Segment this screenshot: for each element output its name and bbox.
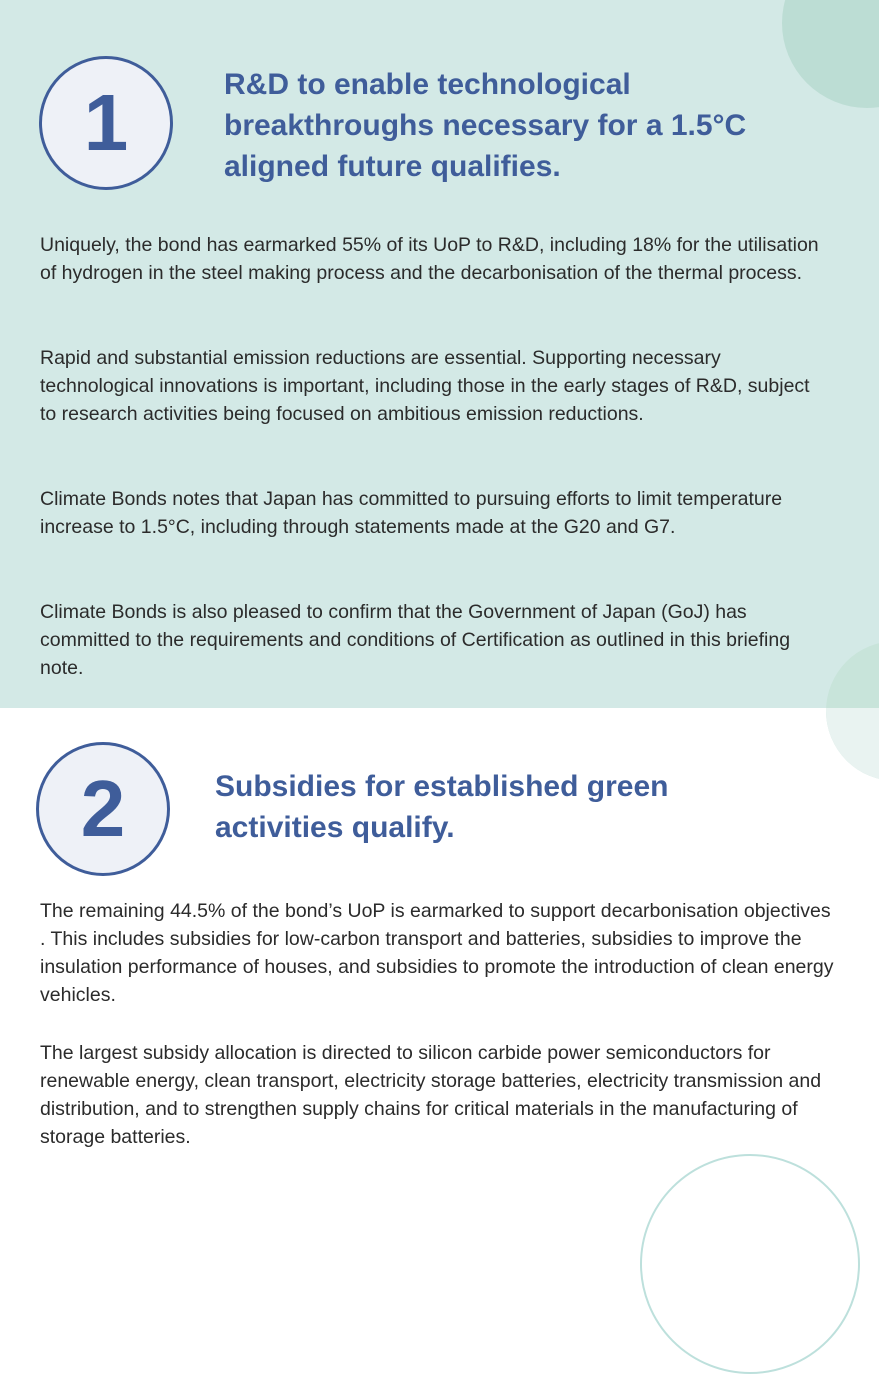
section-2-paragraph-1: The remaining 44.5% of the bond’s UoP is earmarked to support decarbonisation objectives . This includes subsidies for low-carbon transport and batteries, subsidies to improve the insulation performance of houses, and subsidies to promote the introduction of clean energy vehicles. [40, 900, 834, 1006]
section-2-number: 2 [80, 764, 126, 853]
section-1-number-badge [39, 56, 173, 190]
decorative-circle-top-right [782, 0, 879, 108]
section-1-paragraph-3: Climate Bonds notes that Japan has committed to pursuing efforts to limit temperature increase to 1.5°C, including through statements made at the G20 and G7. [40, 488, 783, 538]
section-2-number-badge [36, 742, 170, 876]
section-1-heading: R&D to enable technological breakthroughs necessary for a 1.5°C aligned future qualifies. [224, 68, 747, 183]
section-1-paragraph-4: Climate Bonds is also pleased to confirm that the Government of Japan (GoJ) has committed to the requirements and conditions of Certification as outlined in this briefing note. [40, 601, 791, 679]
section-2-paragraph-2: The largest subsidy allocation is directed to silicon carbide power semiconductors for renewable energy, clean transport, electricity storage batteries, electricity transmission and distribution, and to strengthen supply chains for critical materials in the manufacturing of storage batteries. [40, 1042, 822, 1148]
section-1-paragraph-1: Uniquely, the bond has earmarked 55% of its UoP to R&D, including 18% for the utilisation of hydrogen in the steel making process and the decarbonisation of the thermal process. [40, 234, 819, 284]
decorative-ring-bottom-right [640, 1154, 860, 1374]
section-2-heading: Subsidies for established green activities qualify. [215, 770, 669, 844]
section-1-number: 1 [83, 78, 129, 167]
section-1-paragraph-2: Rapid and substantial emission reductions are essential. Supporting necessary technological innovations is important, including those in the early stages of R&D, subject to research activities being focused on ambitious emission reductions. [40, 347, 810, 425]
